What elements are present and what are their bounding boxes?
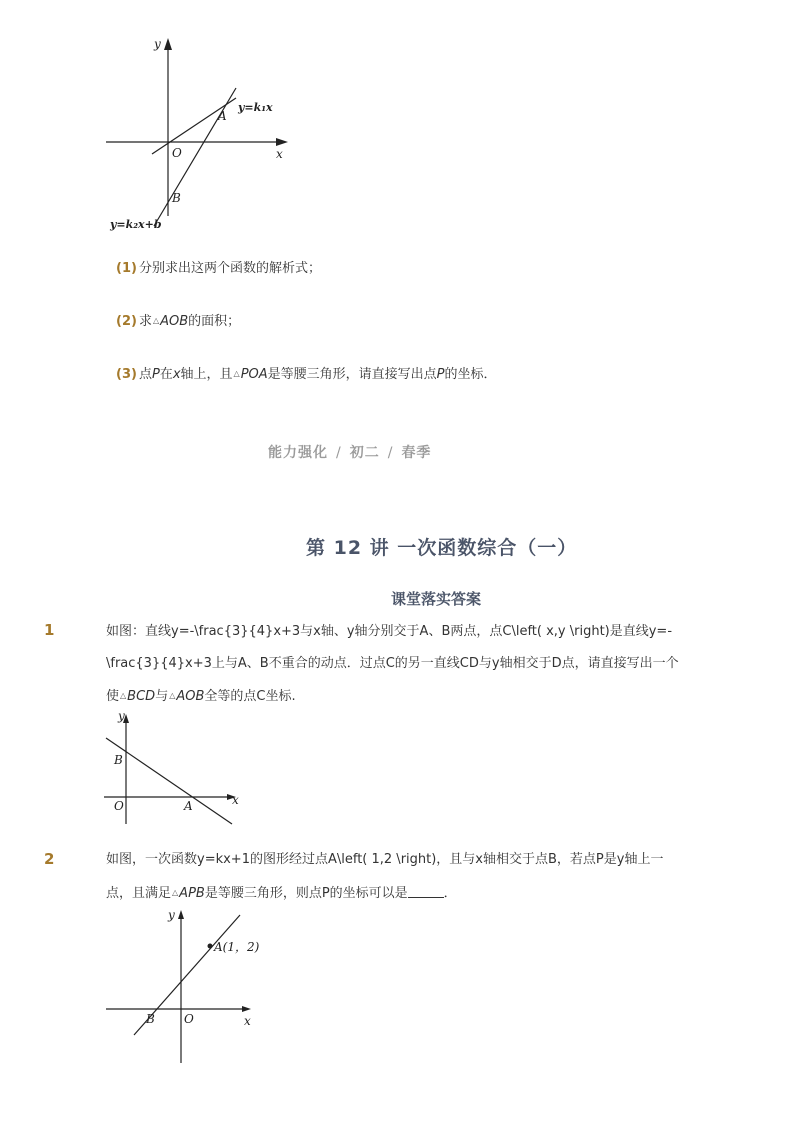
y-axis-arrow: [164, 38, 172, 50]
point-a-label: A: [184, 799, 193, 813]
text-fragment: 与: [155, 689, 169, 704]
subquestion-text: 分别求出这两个函数的解析式；: [138, 261, 321, 276]
text-fragment: 的坐标．: [444, 367, 497, 382]
text-fragment: 轴上，且: [180, 367, 233, 382]
breadcrumb-separator: /: [336, 445, 342, 461]
graph-question-2: [100, 905, 260, 1065]
question-1-line-3: [106, 686, 296, 707]
point-b-label: B: [146, 1012, 155, 1026]
text-fragment: 点: [138, 367, 152, 382]
graph-question-1: [100, 706, 250, 826]
point-a-label: A: [218, 109, 227, 123]
triangle-symbol: △: [233, 369, 240, 378]
breadcrumb-item: 春季: [401, 445, 432, 461]
answer-blank[interactable]: [408, 885, 444, 898]
subquestion-1: [116, 259, 321, 279]
y-label: y: [154, 37, 161, 51]
breadcrumb-item: 初二: [349, 445, 380, 461]
text-fragment: 求: [138, 314, 152, 329]
subquestion-2: [116, 311, 240, 332]
y-label: y: [168, 908, 175, 922]
text-fragment: 是等腰三角形，请直接写出点: [267, 367, 437, 382]
triangle-symbol: △: [172, 888, 179, 897]
question-2-line-1: 如图，一次函数y=kx+1的图形经过点A\left( 1,2 \right)，且与x轴相交于点B，若点P是y轴上一: [106, 852, 664, 867]
question-2-number: 2: [44, 850, 55, 868]
subquestion-number: (2): [116, 314, 137, 329]
x-label: x: [244, 1014, 251, 1028]
triangle-symbol: △: [169, 691, 176, 700]
question-1-line-2: \frac{3}{4}x+3上与A、B不重合的动点．过点C的另一直线CD与y轴相交于D点，请直接写出一个: [106, 656, 679, 671]
point-a-dot: [208, 944, 213, 949]
text-fragment: 是等腰三角形，则点P的坐标可以是: [204, 886, 408, 901]
text-fragment: 全等的点C坐标.: [204, 689, 296, 704]
math-var: POA: [240, 367, 268, 382]
line-k1x: [152, 98, 236, 154]
question-2-line-2: [106, 883, 457, 904]
math-var: AOB: [160, 314, 189, 329]
text-fragment: ．: [443, 886, 457, 901]
subquestion-number: (1): [116, 261, 137, 276]
math-var: x: [172, 367, 181, 382]
question-1-line-1: 如图：直线y=-\frac{3}{4}x+3与x轴、y轴分别交于A、B两点，点C\left( x,y \right)是直线y=-: [106, 624, 673, 639]
math-var: P: [436, 367, 445, 382]
text-fragment: 在: [159, 367, 173, 382]
question-1-number: 1: [44, 621, 55, 639]
subquestion-number: (3): [116, 367, 137, 382]
text-fragment: 的面积；: [188, 314, 241, 329]
triangle-symbol: △: [120, 691, 127, 700]
x-axis-arrow: [242, 1006, 251, 1012]
y-label: y: [118, 709, 125, 723]
breadcrumb: [268, 442, 431, 462]
breadcrumb-separator: /: [387, 445, 394, 461]
subquestion-3: [116, 364, 497, 385]
lecture-title: 第 12 讲 一次函数综合（一）: [306, 537, 578, 559]
origin-label: O: [172, 146, 182, 160]
origin-label: O: [184, 1012, 194, 1026]
x-label: x: [276, 147, 283, 161]
point-b-label: B: [114, 753, 123, 767]
section-title: 课堂落实答案: [391, 590, 482, 608]
point-b-label: B: [172, 191, 181, 205]
text-fragment: 点，且满足: [106, 886, 172, 901]
math-var: APB: [179, 886, 205, 901]
x-axis-arrow: [276, 138, 288, 146]
point-a-label: A(1，2): [214, 940, 260, 954]
breadcrumb-item: 能力强化: [268, 445, 328, 461]
x-label: x: [232, 793, 239, 807]
line-ab: [106, 738, 232, 824]
math-var: AOB: [176, 689, 205, 704]
line1-equation: y=k₁x: [238, 101, 273, 114]
origin-label: O: [114, 799, 124, 813]
graph-two-lines: [100, 36, 300, 236]
line2-equation: y=k₂x+b: [110, 218, 162, 231]
math-var: P: [151, 367, 160, 382]
y-axis-arrow: [178, 910, 184, 919]
math-var: BCD: [127, 689, 156, 704]
text-fragment: 使: [106, 689, 120, 704]
triangle-symbol: △: [152, 316, 160, 325]
